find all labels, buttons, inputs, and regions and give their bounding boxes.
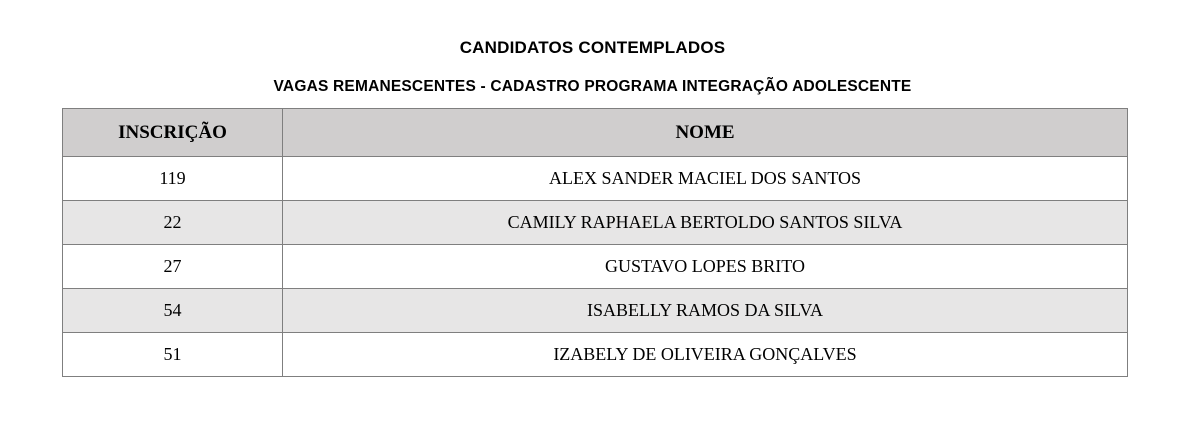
table-row: [63, 157, 1128, 201]
table-row: [63, 201, 1128, 245]
candidates-table: [62, 108, 1128, 377]
column-header-nome: NOME: [283, 109, 1128, 157]
cell-nome: ALEX SANDER MACIEL DOS SANTOS: [283, 157, 1128, 201]
cell-inscricao: 51: [63, 333, 283, 377]
document-title: CANDIDATOS CONTEMPLADOS: [459, 38, 726, 57]
table-row: [63, 289, 1128, 333]
column-header-inscricao: INSCRIÇÃO: [63, 109, 283, 157]
cell-inscricao: 119: [63, 157, 283, 201]
cell-inscricao: 54: [63, 289, 283, 333]
cell-nome: CAMILY RAPHAELA BERTOLDO SANTOS SILVA: [283, 201, 1128, 245]
table-header-row: [63, 109, 1128, 157]
cell-nome: GUSTAVO LOPES BRITO: [283, 245, 1128, 289]
table-row: [63, 333, 1128, 377]
document-subtitle: VAGAS REMANESCENTES - CADASTRO PROGRAMA INTEGRAÇÃO ADOLESCENTE: [273, 78, 912, 95]
cell-nome: ISABELLY RAMOS DA SILVA: [283, 289, 1128, 333]
cell-inscricao: 22: [63, 201, 283, 245]
table-row: [63, 245, 1128, 289]
cell-nome: IZABELY DE OLIVEIRA GONÇALVES: [283, 333, 1128, 377]
cell-inscricao: 27: [63, 245, 283, 289]
